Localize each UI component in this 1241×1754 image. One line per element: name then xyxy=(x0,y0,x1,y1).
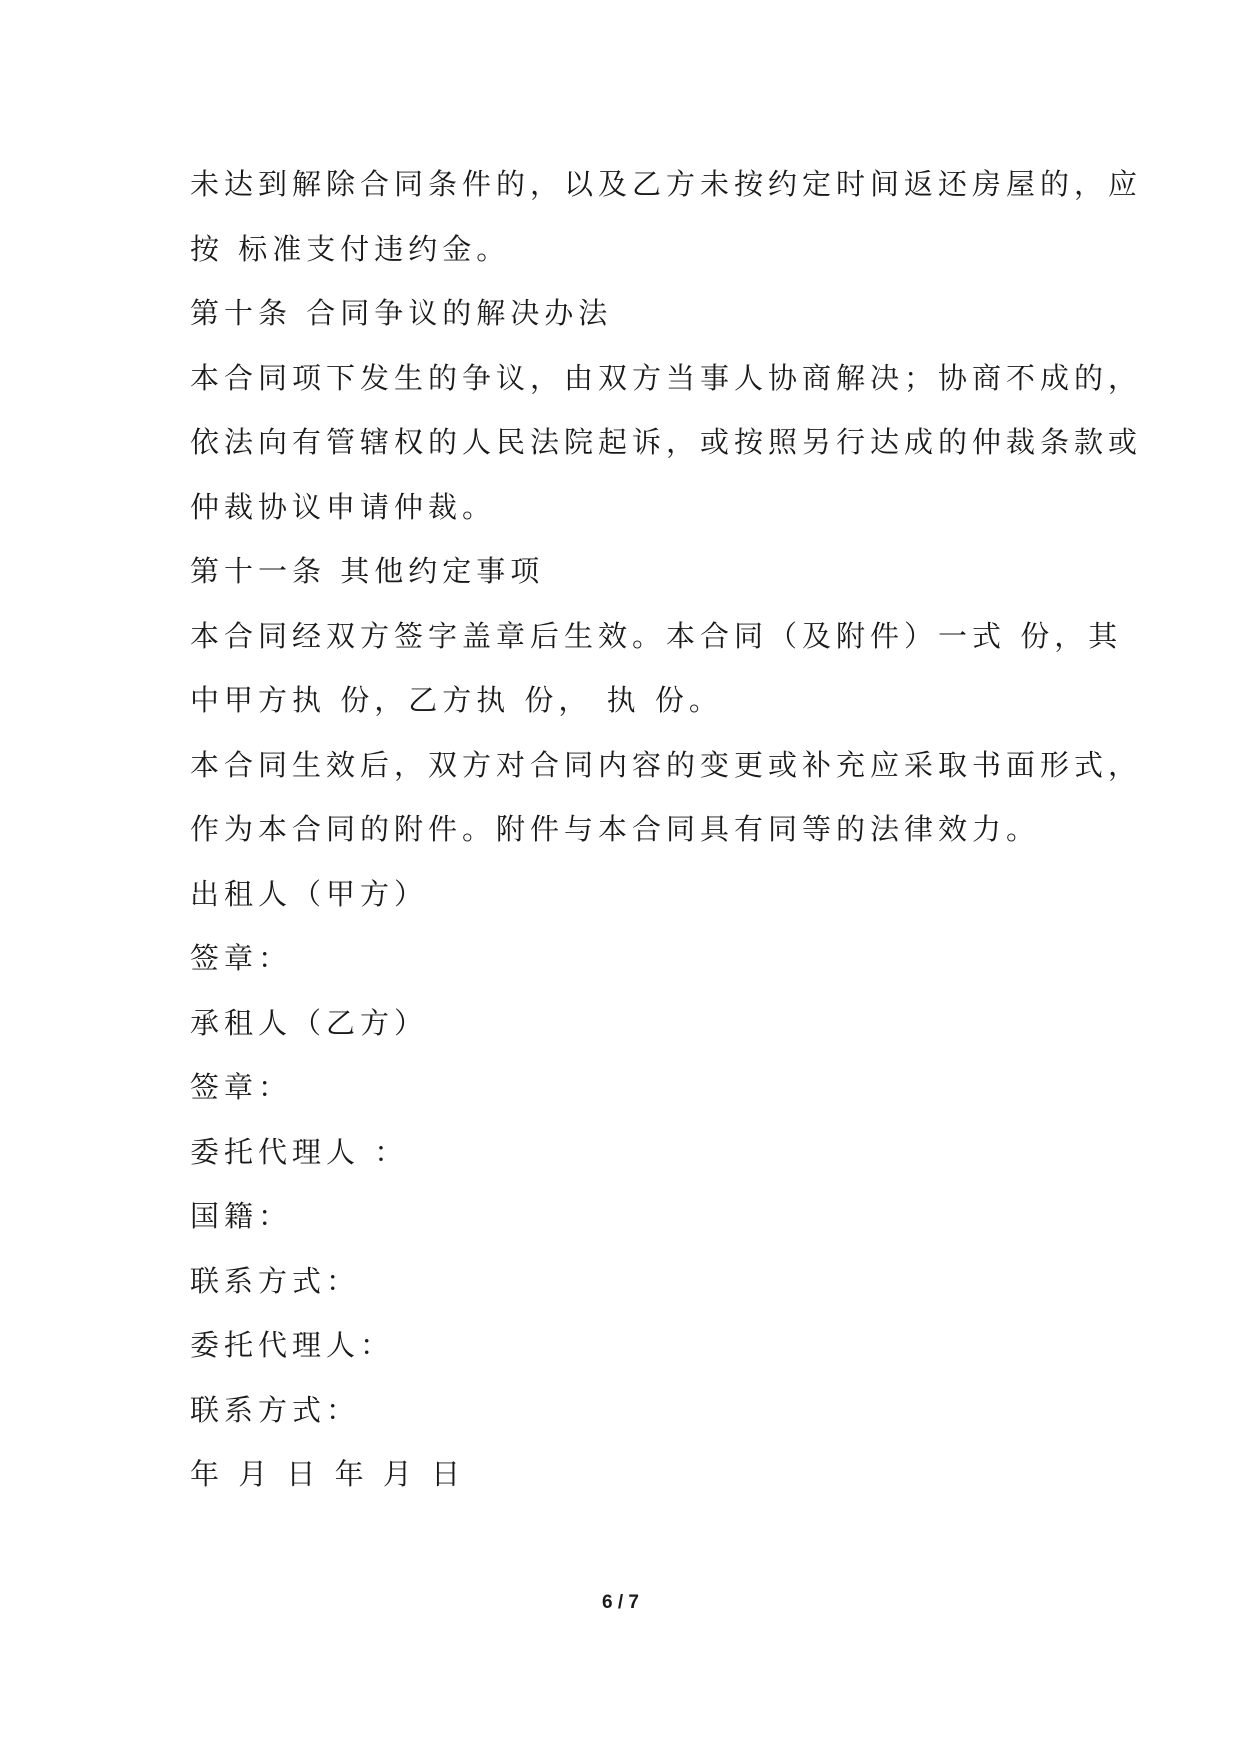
date-line: 年 月 日 年 月 日 xyxy=(190,1457,466,1491)
section-heading: 第十条 合同争议的解决办法 xyxy=(190,296,613,330)
lessee-label: 承租人（乙方） xyxy=(190,1005,429,1040)
paragraph-line: 中甲方执 份，乙方执 份， 执 份。 xyxy=(190,683,723,717)
agent-label: 委托代理人 ： xyxy=(190,1134,409,1169)
lessor-label: 出租人（甲方） xyxy=(190,876,429,911)
contact-label: 联系方式： xyxy=(190,1392,361,1427)
paragraph-line: 作为本合同的附件。附件与本合同具有同等的法律效力。 xyxy=(190,812,1041,846)
lessor-signature-label: 签章： xyxy=(190,941,293,975)
paragraph-line: 本合同生效后，双方对合同内容的变更或补充应采取书面形式， xyxy=(190,747,1143,782)
document-body xyxy=(190,152,1143,1507)
paragraph-line: 本合同项下发生的争议，由双方当事人协商解决；协商不成的， xyxy=(190,360,1143,395)
nationality-label: 国籍： xyxy=(190,1199,293,1233)
agent-label: 委托代理人： xyxy=(190,1328,395,1362)
section-heading: 第十一条 其他约定事项 xyxy=(190,554,545,588)
page-number: 6 / 7 xyxy=(602,1592,639,1613)
paragraph-line: 依法向有管辖权的人民法院起诉，或按照另行达成的仲裁条款或 xyxy=(190,425,1143,459)
paragraph-line: 仲裁协议申请仲裁。 xyxy=(190,489,497,524)
lessee-signature-label: 签章： xyxy=(190,1070,293,1104)
paragraph-line: 按 标准支付违约金。 xyxy=(190,231,511,266)
paragraph-line: 本合同经双方签字盖章后生效。本合同（及附件）一式 份，其 xyxy=(190,618,1123,653)
paragraph-line: 未达到解除合同条件的，以及乙方未按约定时间返还房屋的，应 xyxy=(190,167,1143,201)
contact-label: 联系方式： xyxy=(190,1263,361,1298)
